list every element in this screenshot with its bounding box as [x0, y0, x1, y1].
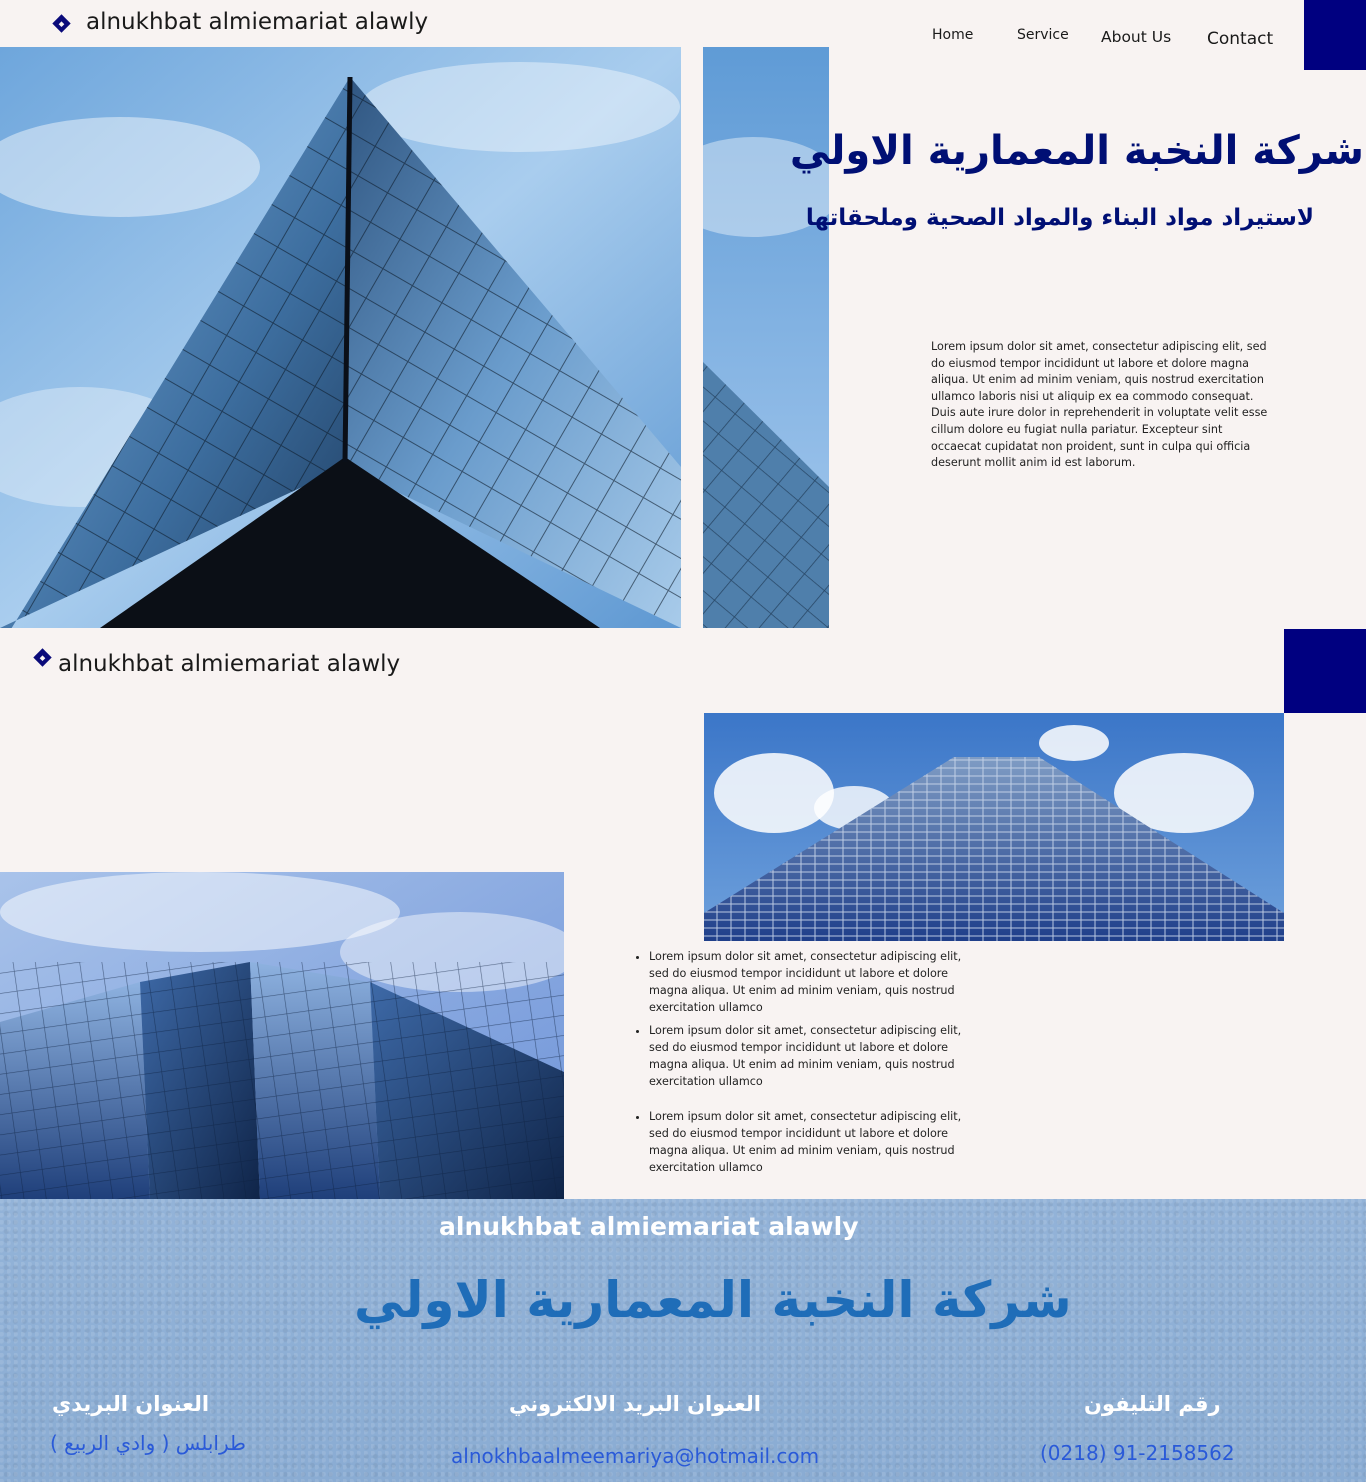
postal-address-heading: العنوان البريدي — [52, 1392, 210, 1416]
hero-subtitle: لاستيراد مواد البناء والمواد الصحية وملحقاتها — [805, 205, 1314, 231]
section-diamond-icon — [33, 648, 51, 666]
hero-title: شركة النخبة المعمارية الاولي — [789, 128, 1364, 174]
nav-service[interactable]: Service — [1017, 27, 1069, 43]
hero-building-photo — [0, 47, 681, 628]
footer-brand: alnukhbat almiemariat alawly — [439, 1212, 859, 1241]
hero-paragraph: Lorem ipsum dolor sit amet, consectetur adipiscing elit, sed do eiusmod tempor incididunt ut labore et dolore magna aliqua. Ut enim ad minim veniam, quis nostrud exercitation ullamco laboris nisi ut aliquip ex ea commodo consequat. Duis aute irure dolor in reprehenderit in voluptate velit esse cillum dolore eu fugiat nulla pariatur. Excepteur sint occaecat cupidatat non proident, sunt in culpa qui officia deserunt mollit anim id est laborum. — [931, 340, 1268, 470]
list-item: • Lorem ipsum dolor sit amet, consectetur adipiscing elit, sed do eiusmod tempor incididunt ut labore et dolore magna aliqua. Ut enim ad minim veniam, quis nostrud exercitation ullamco — [649, 1022, 969, 1090]
footer-title: شركة النخبة المعمارية الاولي — [354, 1271, 1072, 1329]
phone-link[interactable]: (0218) 91-2158562 — [1040, 1441, 1235, 1465]
glass-towers-photo — [0, 872, 564, 1199]
site-brand[interactable]: alnukhbat almiemariat alawly — [86, 9, 429, 35]
list-item: • Lorem ipsum dolor sit amet, consectetur adipiscing elit, sed do eiusmod tempor incididunt ut labore et dolore magna aliqua. Ut enim ad minim veniam, quis nostrud exercitation ullamco — [649, 1108, 969, 1176]
section-brand: alnukhbat almiemariat alawly — [58, 651, 401, 677]
skyscraper-photo — [704, 713, 1284, 941]
list-item: • Lorem ipsum dolor sit amet, consectetur adipiscing elit, sed do eiusmod tempor incididunt ut labore et dolore magna aliqua. Ut enim ad minim veniam, quis nostrud exercitation ullamco — [649, 948, 969, 1016]
decor-navy-block-top — [1304, 0, 1366, 70]
nav-contact[interactable]: Contact — [1207, 29, 1274, 49]
decor-navy-block-mid — [1284, 629, 1366, 713]
phone-heading: رقم التليفون — [1084, 1392, 1221, 1416]
postal-address-value: طرابلس ( وادي الربيع ) — [50, 1431, 246, 1455]
email-heading: العنوان البريد الالكتروني — [509, 1392, 761, 1416]
email-link[interactable]: alnokhbaalmeemariya@hotmail.com — [451, 1444, 820, 1468]
logo-diamond-icon — [52, 14, 70, 32]
nav-home[interactable]: Home — [932, 27, 974, 43]
feature-list — [631, 948, 969, 1182]
site-footer — [0, 1199, 1366, 1482]
nav-about-us[interactable]: About Us — [1101, 28, 1172, 46]
